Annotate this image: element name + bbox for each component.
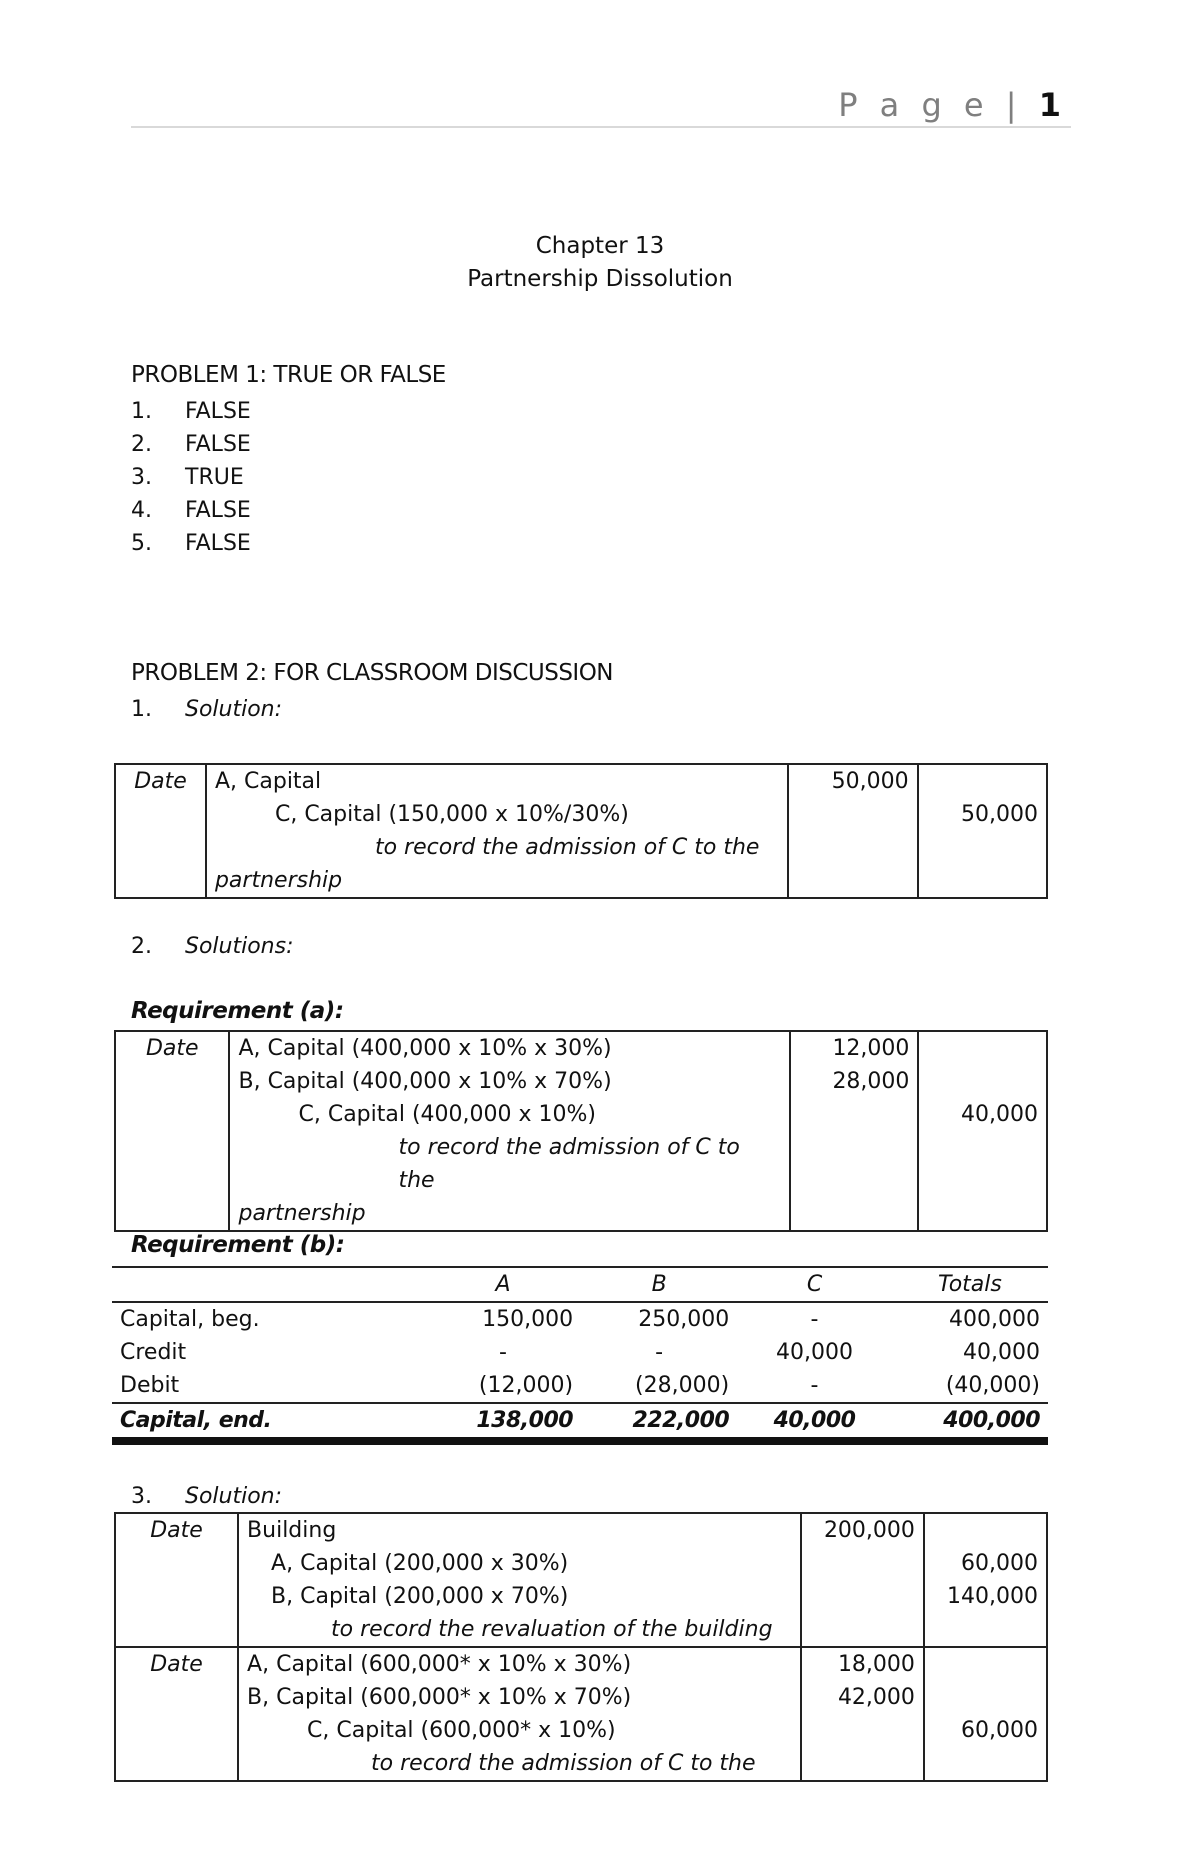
debit-column: 50,000	[788, 764, 917, 898]
chapter-title: Chapter 13	[535, 233, 665, 259]
date-cell: Date	[115, 1513, 238, 1647]
solution-2-label: 2. Solutions:	[131, 934, 294, 959]
page-label: P a g e |	[838, 86, 1023, 124]
credit-column: 40,000	[918, 1031, 1047, 1231]
debit-column: 200,000	[801, 1513, 924, 1647]
problem2-heading: PROBLEM 2: FOR CLASSROOM DISCUSSION	[131, 660, 614, 686]
page-header	[131, 78, 1071, 128]
capital-table	[112, 1266, 1048, 1445]
table-row: Credit - - 40,000 40,000	[120, 1340, 1040, 1365]
date-cell: Date	[115, 1031, 229, 1231]
chapter-subtitle: Partnership Dissolution	[467, 266, 733, 292]
date-cell: Date	[115, 1647, 238, 1781]
list-item: 5. FALSE	[131, 531, 251, 556]
requirement-b-label: Requirement (b):	[131, 1232, 345, 1258]
table-row: Capital, beg. 150,000 250,000 - 400,000	[120, 1307, 1040, 1332]
list-item: 2. FALSE	[131, 432, 251, 457]
credit-column: 60,000 140,000	[924, 1513, 1047, 1647]
total-row: Capital, end. 138,000 222,000 40,000 400,000	[112, 1403, 1048, 1441]
journal-entry-3	[114, 1512, 1048, 1782]
entry-description: A, Capital (400,000 x 10% x 30%) B, Capital (400,000 x 10% x 70%) C, Capital (400,000 x 10%) to record the admission of C to the partnership	[229, 1031, 789, 1231]
journal-entry-req-a	[114, 1030, 1048, 1232]
list-item: 4. FALSE	[131, 498, 251, 523]
entry-description: A, Capital (600,000* x 10% x 30%) B, Capital (600,000* x 10% x 70%) C, Capital (600,000* x 10%) to record the admission of C to the	[238, 1647, 801, 1781]
debit-column: 18,000 42,000	[801, 1647, 924, 1781]
table-row: Debit (12,000) (28,000) - (40,000)	[120, 1373, 1040, 1398]
entry-description: A, Capital C, Capital (150,000 x 10%/30%) to record the admission of C to the partnership	[206, 764, 788, 898]
requirement-a-label: Requirement (a):	[131, 998, 344, 1024]
table-header-row: A B C Totals	[112, 1267, 1048, 1302]
journal-entry-1	[114, 763, 1048, 899]
debit-column: 12,000 28,000	[790, 1031, 919, 1231]
date-cell: Date	[115, 764, 206, 898]
page-number: 1	[1038, 86, 1061, 124]
list-item: 1. FALSE	[131, 399, 251, 424]
solution-1-label: 1. Solution:	[131, 697, 283, 722]
credit-column: 60,000	[924, 1647, 1047, 1781]
credit-column: 50,000	[918, 764, 1047, 898]
entry-description: Building A, Capital (200,000 x 30%) B, Capital (200,000 x 70%) to record the revaluation of the building	[238, 1513, 801, 1647]
problem1-heading: PROBLEM 1: TRUE OR FALSE	[131, 362, 446, 388]
page-number-label	[838, 86, 1061, 124]
solution-3-label: 3. Solution:	[131, 1484, 283, 1509]
list-item: 3. TRUE	[131, 465, 244, 490]
